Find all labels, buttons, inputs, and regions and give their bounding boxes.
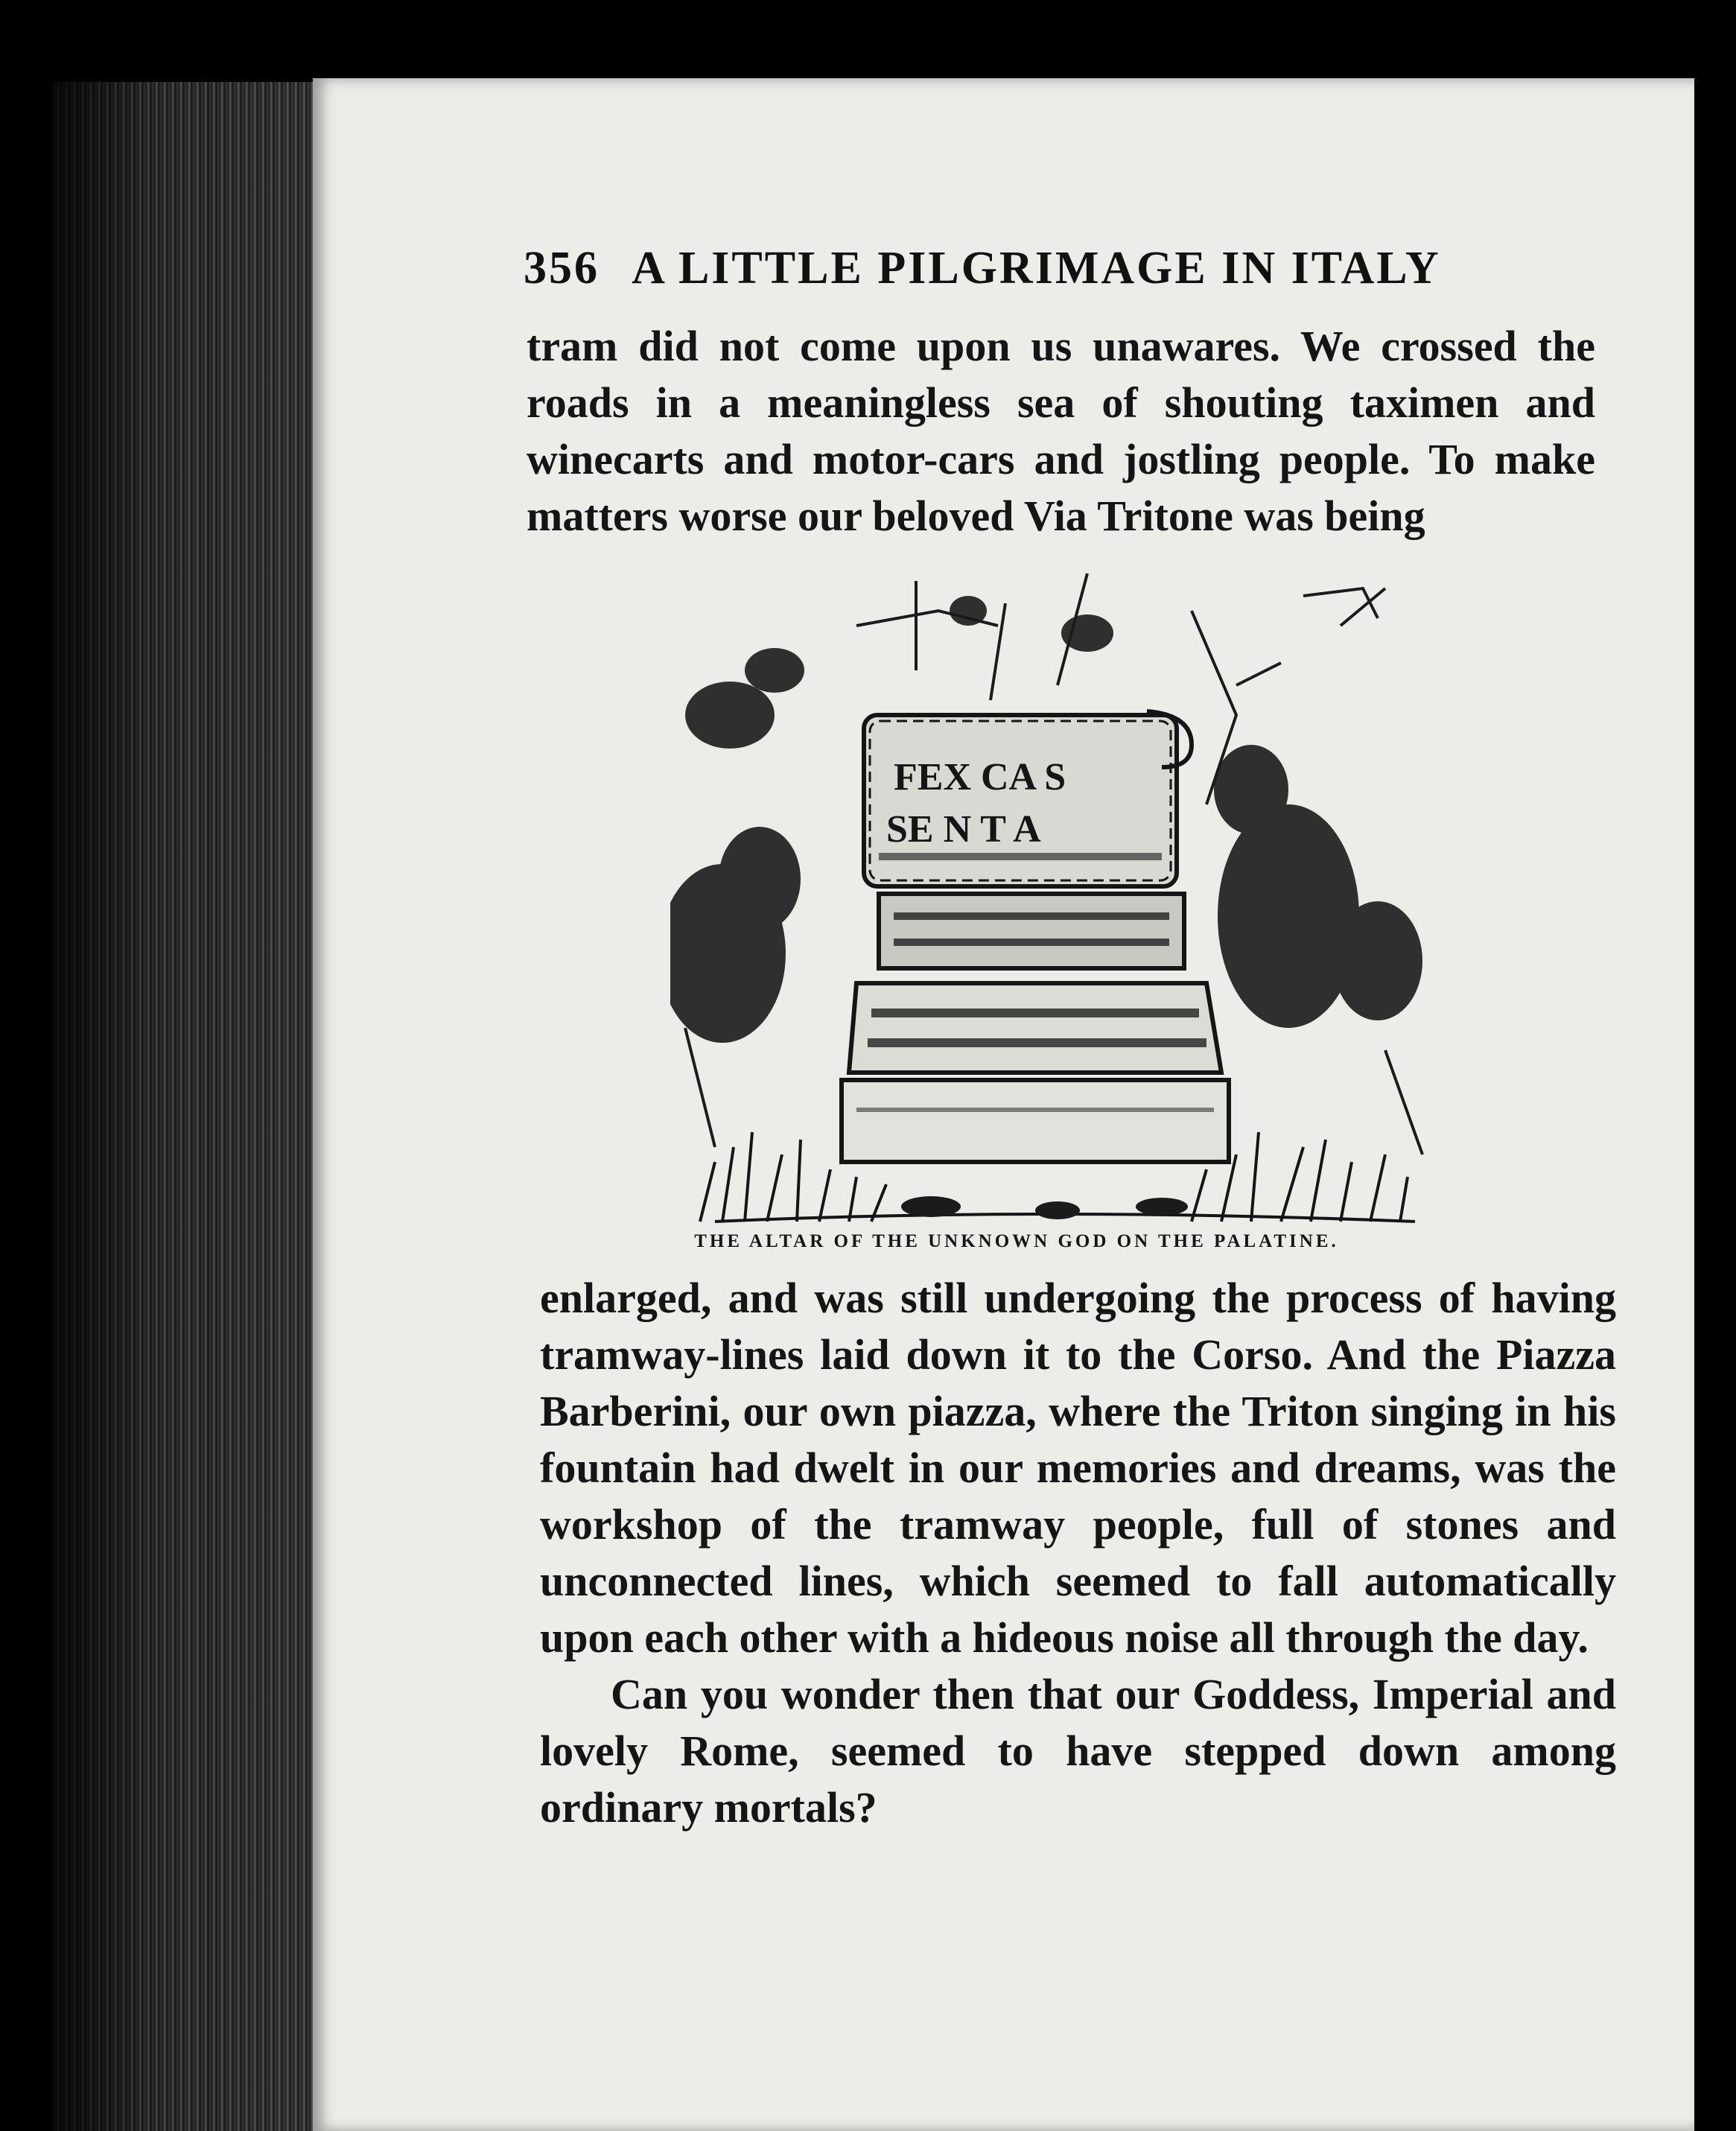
page-number: 356	[524, 243, 600, 293]
altar-illustration	[670, 566, 1452, 1307]
altar-inscription-line1: FEX CA S	[894, 756, 1066, 798]
figure-caption: THE ALTAR OF THE UNKNOWN GOD ON THE PALATINE.	[694, 1231, 1339, 1251]
paragraph-bottom-1: enlarged, and was still undergoing the process of having tramway-lines laid down it to the Corso. And the Piazza Barberini, our own piazza, where the Triton singing in his fountain had dwelt in our memories and dreams, was the workshop of the tramway people, full of stones and unconnected lines, which seemed to fall automatically upon each other with a hideous noise all through the day.	[540, 1274, 1616, 1662]
paragraph-bottom-2: Can you wonder then that our Goddess, Imperial and lovely Rome, seemed to have stepped down among ordinary mortals?	[540, 1670, 1616, 1832]
running-head	[524, 242, 1641, 295]
book-page	[313, 78, 1694, 2131]
running-title: A LITTLE PILGRIMAGE IN ITALY	[632, 243, 1441, 293]
altar-inscription-line2: SE N T A	[886, 808, 1041, 851]
text-block-top	[527, 318, 1595, 544]
paragraph-top: tram did not come upon us unawares. We crossed the roads in a meaningless sea of shouting taximen and winecarts and motor-cars and jostling people. To make matters worse our beloved Via Tritone was being	[527, 322, 1595, 540]
book-page-edges	[52, 82, 317, 2131]
text-block-bottom	[540, 1270, 1616, 1836]
